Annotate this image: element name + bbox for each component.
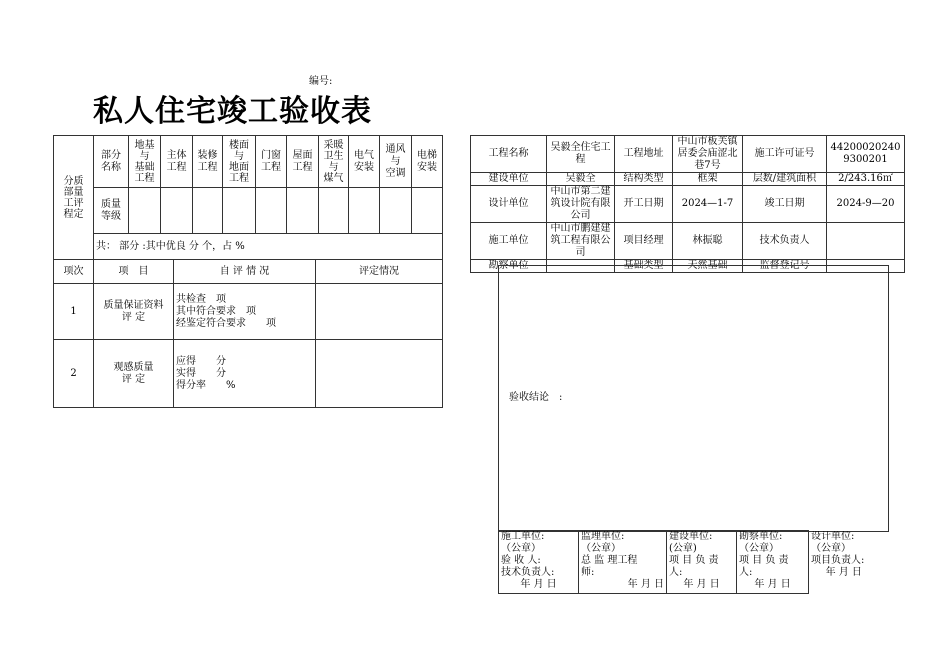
- col-main: 主体 工程: [161, 136, 193, 188]
- contractor-value: 中山市鹏建建筑工程有限公司: [547, 223, 615, 260]
- row1-no: 1: [54, 284, 94, 340]
- grade-cell: [319, 188, 349, 234]
- self-eval-header: 自 评 情 况: [174, 260, 316, 284]
- grade-cell: [223, 188, 256, 234]
- sign-designer: 设计单位: （公章） 项目负责人: 年 月 日: [811, 530, 865, 578]
- grade-cell: [380, 188, 412, 234]
- col-heating: 采暖 卫生 与 煤气: [319, 136, 349, 188]
- row2-self: 应得 分 实得 分 得分率 %: [174, 340, 316, 408]
- row1-eval: [316, 284, 443, 340]
- col-floor: 楼面 与 地面工程: [223, 136, 256, 188]
- item-no-header: 项次: [54, 260, 94, 284]
- row2-eval: [316, 340, 443, 408]
- col-ventilation: 通风 与 空调: [380, 136, 412, 188]
- row1-self: 共检查 项 其中符合要求 项 经鉴定符合要求 项: [174, 284, 316, 340]
- col-electrical: 电气 安装: [349, 136, 380, 188]
- contractor-label: 施工单位: [471, 223, 547, 260]
- col-decoration: 装修 工程: [193, 136, 223, 188]
- floors-value: 2/243.16㎡: [827, 173, 905, 186]
- conclusion-box: [498, 265, 889, 532]
- signature-grid: [498, 530, 879, 594]
- summary-row: 共： 部分 :其中优良 分 个，占 %: [94, 234, 443, 260]
- row-group-label-line: 分质: [63, 175, 84, 187]
- client-value: 吴毅全: [547, 173, 615, 186]
- grade-cell: [193, 188, 223, 234]
- signature-table: [498, 530, 878, 594]
- tech-lead-value: [827, 223, 905, 260]
- grade-cell: [161, 188, 193, 234]
- col-elevator: 电梯 安装: [412, 136, 443, 188]
- project-address-value: 中山市板芙镇居委会庙涩北巷7号: [673, 136, 743, 173]
- row2-item: 观感质量 评 定: [94, 340, 174, 408]
- supervision-label: 监督登记号: [743, 260, 827, 273]
- grade-cell: [412, 188, 443, 234]
- structure-value: 框架: [673, 173, 743, 186]
- floors-label: 层数/建筑面积: [743, 173, 827, 186]
- structure-label: 结构类型: [615, 173, 673, 186]
- code-label: 编号:: [309, 76, 333, 87]
- evaluation-table: [53, 259, 443, 408]
- completion-date-value: 2024-9—20: [827, 186, 905, 223]
- eval-header: 评定情况: [316, 260, 443, 284]
- permit-label: 施工许可证号: [743, 136, 827, 173]
- row-group-label-line: 程定: [63, 208, 84, 220]
- start-date-value: 2024—1-7: [673, 186, 743, 223]
- page-title: 私人住宅竣工验收表: [93, 94, 372, 129]
- foundation-type-value: 天然基础: [673, 260, 743, 273]
- quality-grid: [53, 135, 443, 260]
- sign-client: 建设单位: (公章) 项 目 负 责 人: 年 月 日: [667, 531, 737, 594]
- sign-contractor: 施工单位: （公章） 验 收 人: 技术负责人: 年 月 日: [499, 531, 579, 594]
- col-foundation: 地基 与 基础工程: [129, 136, 161, 188]
- project-info-table: [470, 135, 904, 273]
- row2-no: 2: [54, 340, 94, 408]
- manager-label: 项目经理: [615, 223, 673, 260]
- quality-evaluation-table: [53, 135, 442, 408]
- survey-label: 勘察单位: [471, 260, 547, 273]
- foundation-type-label: 基础类型: [615, 260, 673, 273]
- quality-grade-label: 质量 等级: [94, 188, 129, 234]
- part-name-header: 部分 名称: [94, 136, 129, 188]
- grade-cell: [129, 188, 161, 234]
- grade-cell: [349, 188, 380, 234]
- sign-supervisor: 监理单位: （公章） 总 监 理工程 师: 年 月 日: [579, 531, 667, 594]
- client-label: 建设单位: [471, 173, 547, 186]
- start-date-label: 开工日期: [615, 186, 673, 223]
- grade-cell: [287, 188, 319, 234]
- row1-item: 质量保证资料 评 定: [94, 284, 174, 340]
- designer-value: 中山市第二建筑设计院有限公司: [547, 186, 615, 223]
- conclusion-label: 验收结论 :: [509, 392, 563, 403]
- manager-value: 林振聪: [673, 223, 743, 260]
- col-door-window: 门窗 工程: [256, 136, 287, 188]
- grade-cell: [256, 188, 287, 234]
- completion-date-label: 竣工日期: [743, 186, 827, 223]
- permit-value: 442000202409300201: [827, 136, 905, 173]
- sign-survey: 勘察单位: （公章） 项 目 负 责 人: 年 月 日: [737, 531, 809, 594]
- row-group-label: [54, 136, 94, 260]
- item-header: 项 目: [94, 260, 174, 284]
- tech-lead-label: 技术负责人: [743, 223, 827, 260]
- col-roof: 屋面 工程: [287, 136, 319, 188]
- project-address-label: 工程地址: [615, 136, 673, 173]
- row-group-label-line: 部量: [63, 186, 84, 198]
- row-group-label-line: 工评: [63, 197, 84, 209]
- project-info-grid: [470, 135, 905, 273]
- project-name-value: 吴毅全住宅工程: [547, 136, 615, 173]
- project-name-label: 工程名称: [471, 136, 547, 173]
- designer-label: 设计单位: [471, 186, 547, 223]
